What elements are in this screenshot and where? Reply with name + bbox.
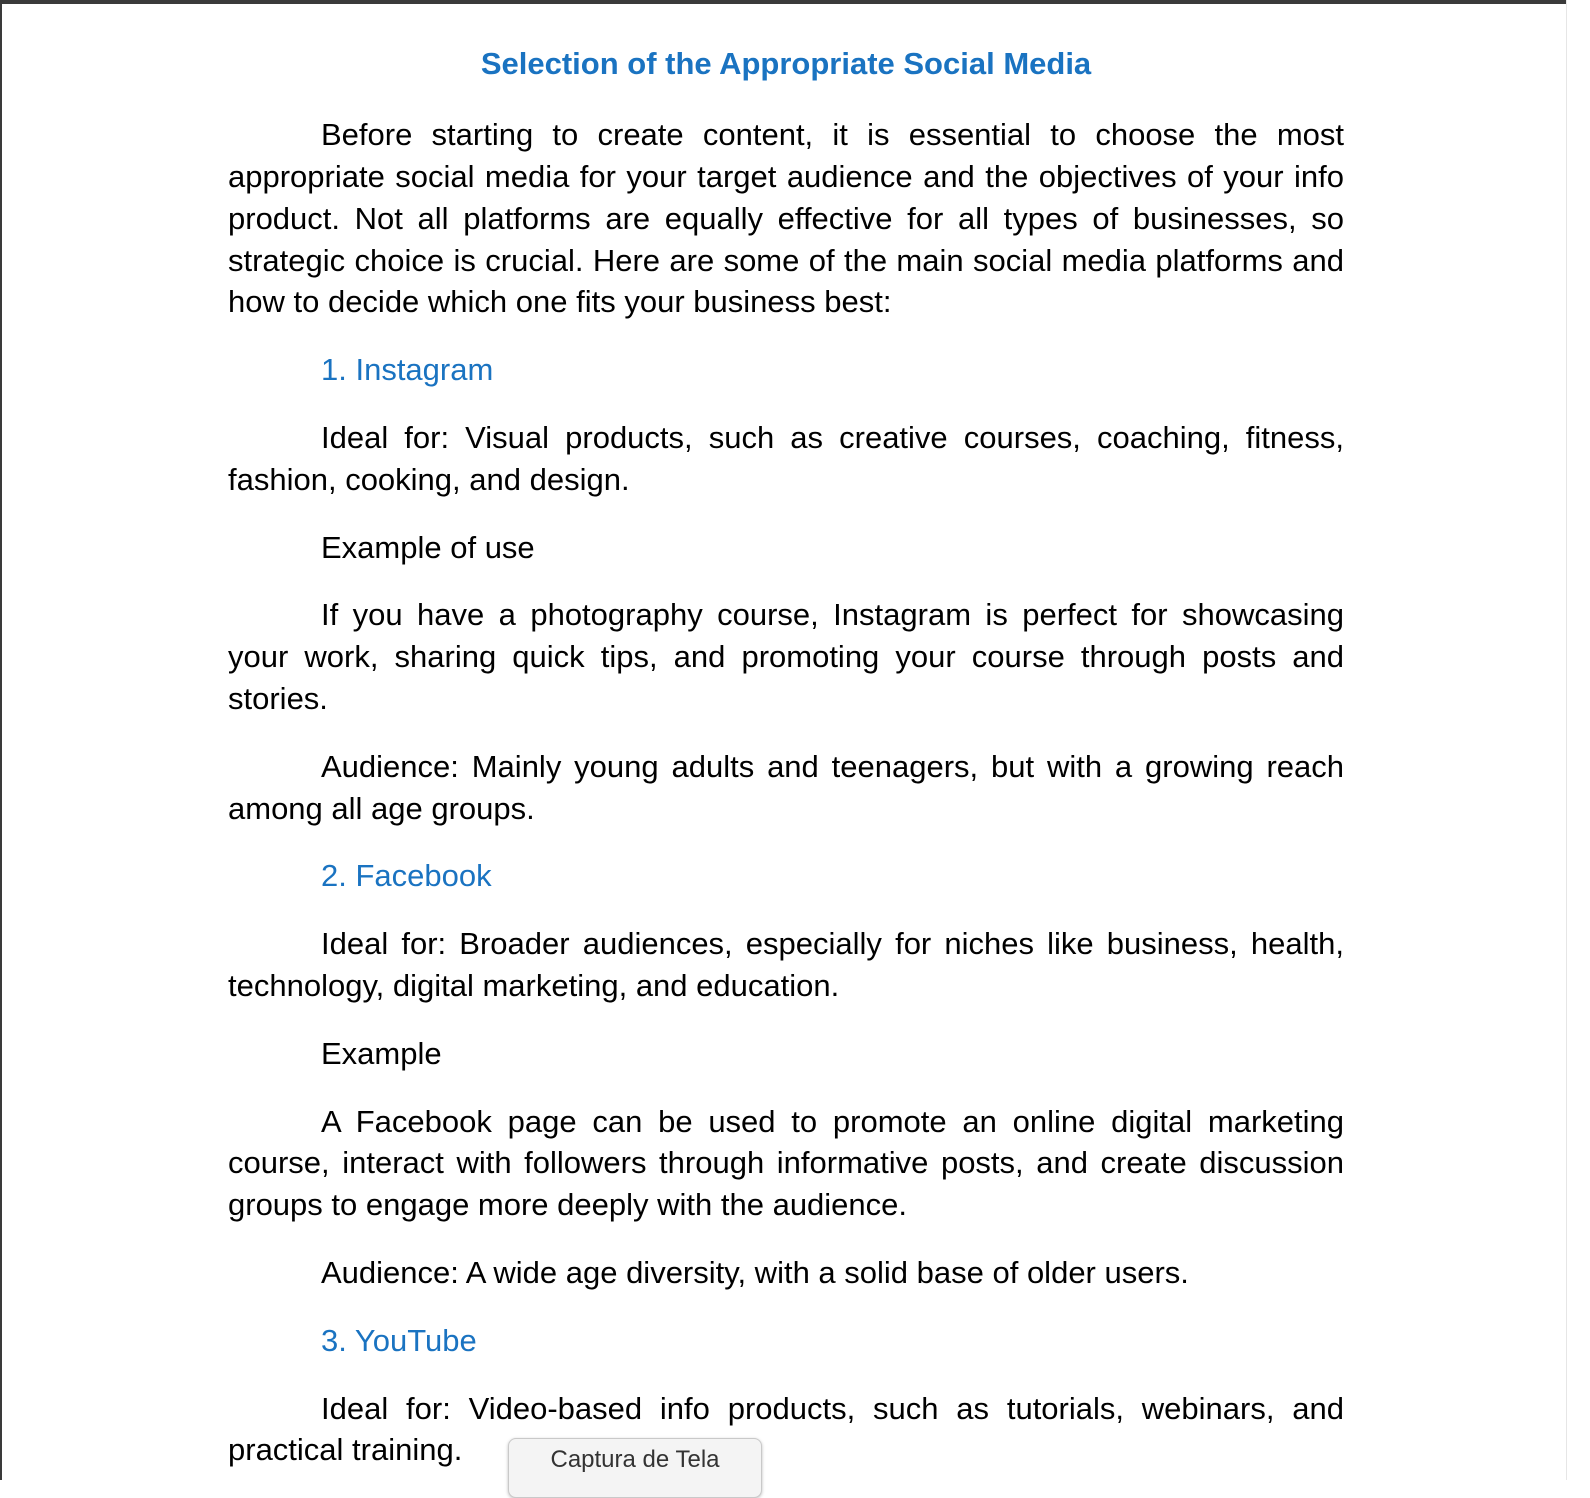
facebook-example-text: A Facebook page can be used to promote an online digital marketing course, interact with followers through informative posts, and create discussion groups to engage more deeply with the audience. xyxy=(228,1103,1344,1223)
facebook-ideal-for: Ideal for: Broader audiences, especially for niches like business, health, technology, digital marketing, and education. xyxy=(228,926,1344,1004)
section-heading-instagram: 1. Instagram xyxy=(321,352,494,388)
intro-paragraph: Before starting to create content, it is essential to choose the most appropriate social media for your target audience and the objectives of your info product. Not all platforms are equally effective for all types of businesses, so strategic choice is crucial. Here are some of the main social media platforms and how to decide which one fits your business best: xyxy=(228,117,1344,320)
facebook-audience: Audience: A wide age diversity, with a solid base of older users. xyxy=(321,1255,1189,1291)
instagram-example-label: Example of use xyxy=(321,529,535,565)
screenshot-capture-tab[interactable]: Captura de Tela xyxy=(508,1438,762,1498)
document-page xyxy=(228,44,1344,1497)
scrollbar-track[interactable] xyxy=(1566,0,1590,1480)
instagram-audience: Audience: Mainly young adults and teenagers, but with a growing reach among all age groups. xyxy=(228,748,1344,826)
youtube-ideal-for: Ideal for: Video-based info products, such as tutorials, webinars, and practical training. xyxy=(228,1390,1344,1468)
section-heading-facebook: 2. Facebook xyxy=(321,858,492,894)
instagram-ideal-for: Ideal for: Visual products, such as creative courses, coaching, fitness, fashion, cooking, and design. xyxy=(228,420,1344,497)
facebook-example-label: Example xyxy=(321,1035,442,1071)
page-title: Selection of the Appropriate Social Media xyxy=(480,46,1092,81)
instagram-example-text: If you have a photography course, Instagram is perfect for showcasing your work, sharing quick tips, and promoting your course through posts and stories. xyxy=(228,597,1344,717)
section-heading-youtube: 3. YouTube xyxy=(321,1322,477,1358)
